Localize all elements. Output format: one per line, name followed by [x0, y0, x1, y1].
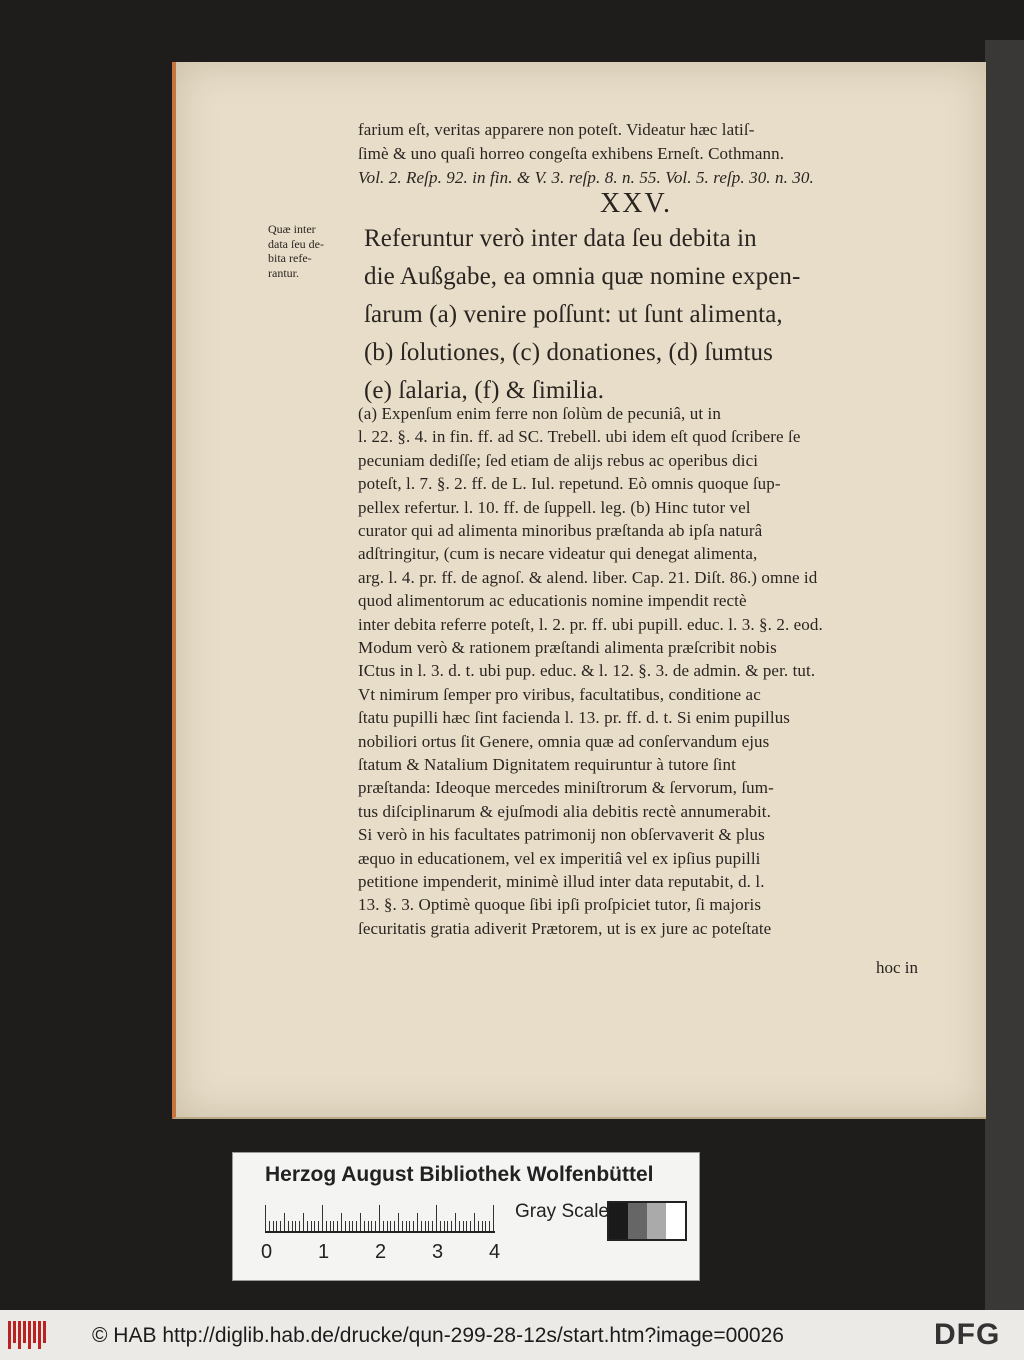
ruler-tick [444, 1221, 445, 1231]
ruler-tick [341, 1213, 342, 1231]
ruler-tick [265, 1205, 266, 1231]
ruler-tick [447, 1221, 448, 1231]
ruler-tick [485, 1221, 486, 1231]
ruler-tick [352, 1221, 353, 1231]
ruler-tick [360, 1213, 361, 1231]
ruler-tick [402, 1221, 403, 1231]
text-line: Referuntur verò inter data ſeu debita in [364, 225, 757, 252]
logo-bar [28, 1321, 31, 1349]
ruler-tick [432, 1221, 433, 1231]
ruler-tick [394, 1221, 395, 1231]
text-line: die Außgabe, ea omnia quæ nomine expen- [364, 263, 801, 290]
logo-bar [33, 1321, 36, 1343]
text-line: tus diſciplinarum & ejuſmodi alia debitis rectè annumerabit. [358, 801, 771, 821]
ruler-tick [413, 1221, 414, 1231]
scale-ruler [265, 1205, 495, 1233]
text-line: adſtringitur, (cum is necare videatur qui denegat alimenta, [358, 544, 758, 564]
ruler-tick [311, 1221, 312, 1231]
ruler-tick [303, 1213, 304, 1231]
ruler-tick [337, 1221, 338, 1231]
ruler-tick [284, 1213, 285, 1231]
ruler-tick [318, 1221, 319, 1231]
text-line: pellex refertur. l. 10. ff. de ſuppell. leg. (b) Hinc tutor vel [358, 497, 751, 517]
ruler-tick [330, 1221, 331, 1231]
footer-bar [0, 1310, 1024, 1360]
text-line: (b) ſolutiones, (c) donationes, (d) ſumtus [364, 339, 773, 366]
margin-note-line: Quæ inter [268, 222, 316, 236]
logo-bar [13, 1321, 16, 1343]
text-line: poteſt, l. 7. §. 2. ff. de L. Iul. repetund. Eò omnis quoque ſup- [358, 474, 781, 494]
ruler-tick [421, 1221, 422, 1231]
ruler-tick [349, 1221, 350, 1231]
catchword: hoc in [876, 958, 919, 977]
ruler-tick [489, 1221, 490, 1231]
text-line: Si verò in his facultates patrimonij non obſervaverit & plus [358, 825, 765, 845]
ruler-tick [368, 1221, 369, 1231]
text-line: ſtatum & Natalium Dignitatem requiruntur à tutore ſint [358, 755, 736, 774]
text-line: l. 22. §. 4. in fin. ff. ad SC. Trebell. ubi idem eſt quod ſcribere ſe [358, 427, 801, 447]
gray-swatch [666, 1203, 685, 1239]
margin-note [268, 222, 324, 280]
ruler-tick [345, 1221, 346, 1231]
scan-right-edge [985, 40, 1024, 1310]
copyright-link[interactable]: © HAB http://diglib.hab.de/drucke/qun-299-28-12s/start.htm?image=00026 [92, 1324, 784, 1347]
ruler-tick [280, 1221, 281, 1231]
ruler-tick [409, 1221, 410, 1231]
ruler-tick [307, 1221, 308, 1231]
text-line: ſtatu pupilli hæc ſint facienda l. 13. pr. ff. d. t. Si enim pupillus [358, 708, 791, 728]
ruler-tick [288, 1221, 289, 1231]
scale-number: 2 [375, 1241, 387, 1263]
logo-bar [8, 1321, 11, 1349]
logo-bar [18, 1321, 21, 1349]
text-line: curator qui ad alimenta minoribus præſtanda ab ipſa naturâ [358, 521, 763, 540]
text-line: petitione impenderit, minimè illud inter data reputabit, d. l. [358, 872, 765, 891]
ruler-tick [314, 1221, 315, 1231]
ruler-tick [273, 1221, 274, 1231]
text-line: Vt nimirum ſemper pro viribus, facultatibus, conditione ac [358, 684, 761, 704]
text-line: quod alimentorum ac educationis nomine impendit rectè [358, 591, 747, 611]
text-line: nobiliori ortus ſit Genere, omnia quæ ad conſervandum ejus [358, 731, 770, 751]
text-line: (e) ſalaria, (f) & ſimilia. [364, 377, 605, 404]
ruler-tick [333, 1221, 334, 1231]
text-line: præſtanda: Ideoque mercedes miniſtrorum & ſervorum, ſum- [358, 778, 774, 798]
ruler-tick [269, 1221, 270, 1231]
margin-note-line: data ſeu de- [268, 236, 324, 251]
ruler-tick [322, 1205, 323, 1231]
text-line: Vol. 2. Reſp. 92. in fin. & V. 3. reſp. 8. n. 55. Vol. 5. reſp. 30. n. 30. [358, 168, 814, 187]
ruler-tick [299, 1221, 300, 1231]
hab-logo-icon [8, 1321, 48, 1349]
ruler-tick [326, 1221, 327, 1231]
text-line: pecuniam dediſſe; ſed etiam de alijs rebus ac operibus dici [358, 450, 759, 470]
logo-bar [23, 1321, 26, 1343]
scale-number: 4 [489, 1241, 501, 1263]
logo-bar [43, 1321, 46, 1343]
text-line: ICtus in l. 3. d. t. ubi pup. educ. & l. 12. §. 3. de admin. & per. tut. [358, 661, 816, 681]
library-name: Herzog August Bibliothek Wolfenbüttel [265, 1163, 654, 1186]
ruler-tick [276, 1221, 277, 1231]
ruler-tick [451, 1221, 452, 1231]
text-line: arg. l. 4. pr. ff. de agnoſ. & alend. liber. Cap. 21. Diſt. 86.) omne id [358, 567, 818, 587]
ruler-tick [455, 1213, 456, 1231]
logo-bar [38, 1321, 41, 1349]
ruler-tick [425, 1221, 426, 1231]
gray-scale-swatches [607, 1201, 687, 1241]
ruler-tick [482, 1221, 483, 1231]
ruler-tick [463, 1221, 464, 1231]
ruler-tick [436, 1205, 437, 1231]
ruler-tick [356, 1221, 357, 1231]
ruler-tick [478, 1221, 479, 1231]
text-line: æquo in educationem, vel ex imperitiâ vel ex ipſius pupilli [358, 848, 761, 868]
text-line: inter debita referre poteſt, l. 2. pr. ff. ubi pupill. educ. l. 3. §. 2. eod. [358, 614, 823, 634]
ruler-tick [428, 1221, 429, 1231]
ruler-tick [470, 1221, 471, 1231]
ruler-tick [387, 1221, 388, 1231]
ruler-tick [417, 1213, 418, 1231]
ruler-tick [406, 1221, 407, 1231]
text-line: 13. §. 3. Optimè quoque ſibi ipſi proſpiciet tutor, ſi majoris [358, 895, 762, 915]
ruler-tick [474, 1213, 475, 1231]
library-label-card [232, 1152, 700, 1281]
gray-swatch [628, 1203, 647, 1239]
ruler-tick [440, 1221, 441, 1231]
ruler-tick [459, 1221, 460, 1231]
ruler-tick [398, 1213, 399, 1231]
margin-note-line: bita refe- [268, 251, 312, 265]
text-line: ſimè & uno quaſi horreo congeſta exhibens Erneſt. Cothmann. [358, 144, 785, 163]
ruler-tick [371, 1221, 372, 1231]
ruler-tick [383, 1221, 384, 1231]
scale-number: 3 [432, 1241, 444, 1263]
ruler-tick [379, 1205, 380, 1231]
ruler-tick [375, 1221, 376, 1231]
dfg-logo: DFG [934, 1318, 1001, 1351]
text-line: ſarum (a) venire poſſunt: ut ſunt alimenta, [364, 301, 783, 328]
ruler-tick [292, 1221, 293, 1231]
ruler-tick [493, 1205, 494, 1231]
scale-number: 1 [318, 1241, 330, 1263]
margin-note-line: rantur. [268, 265, 299, 280]
ruler-tick [466, 1221, 467, 1231]
scale-number: 0 [261, 1241, 273, 1263]
text-line: ſecuritatis gratia adiverit Prætorem, ut is ex jure ac poteſtate [358, 918, 772, 938]
ruler-tick [390, 1221, 391, 1231]
text-line: farium eſt, veritas apparere non poteſt. Videatur hæc latiſ- [358, 120, 755, 139]
text-line: (a) Expenſum enim ferre non ſolùm de pecuniâ, ut in [358, 404, 721, 423]
gray-swatch [609, 1203, 628, 1239]
ruler-tick [295, 1221, 296, 1231]
ruler-tick [364, 1221, 365, 1231]
section-heading: XXV. [600, 188, 673, 219]
gray-scale-label: Gray Scale [515, 1201, 609, 1222]
gray-swatch [647, 1203, 666, 1239]
text-line: Modum verò & rationem præſtandi alimenta præſcribit nobis [358, 638, 777, 657]
